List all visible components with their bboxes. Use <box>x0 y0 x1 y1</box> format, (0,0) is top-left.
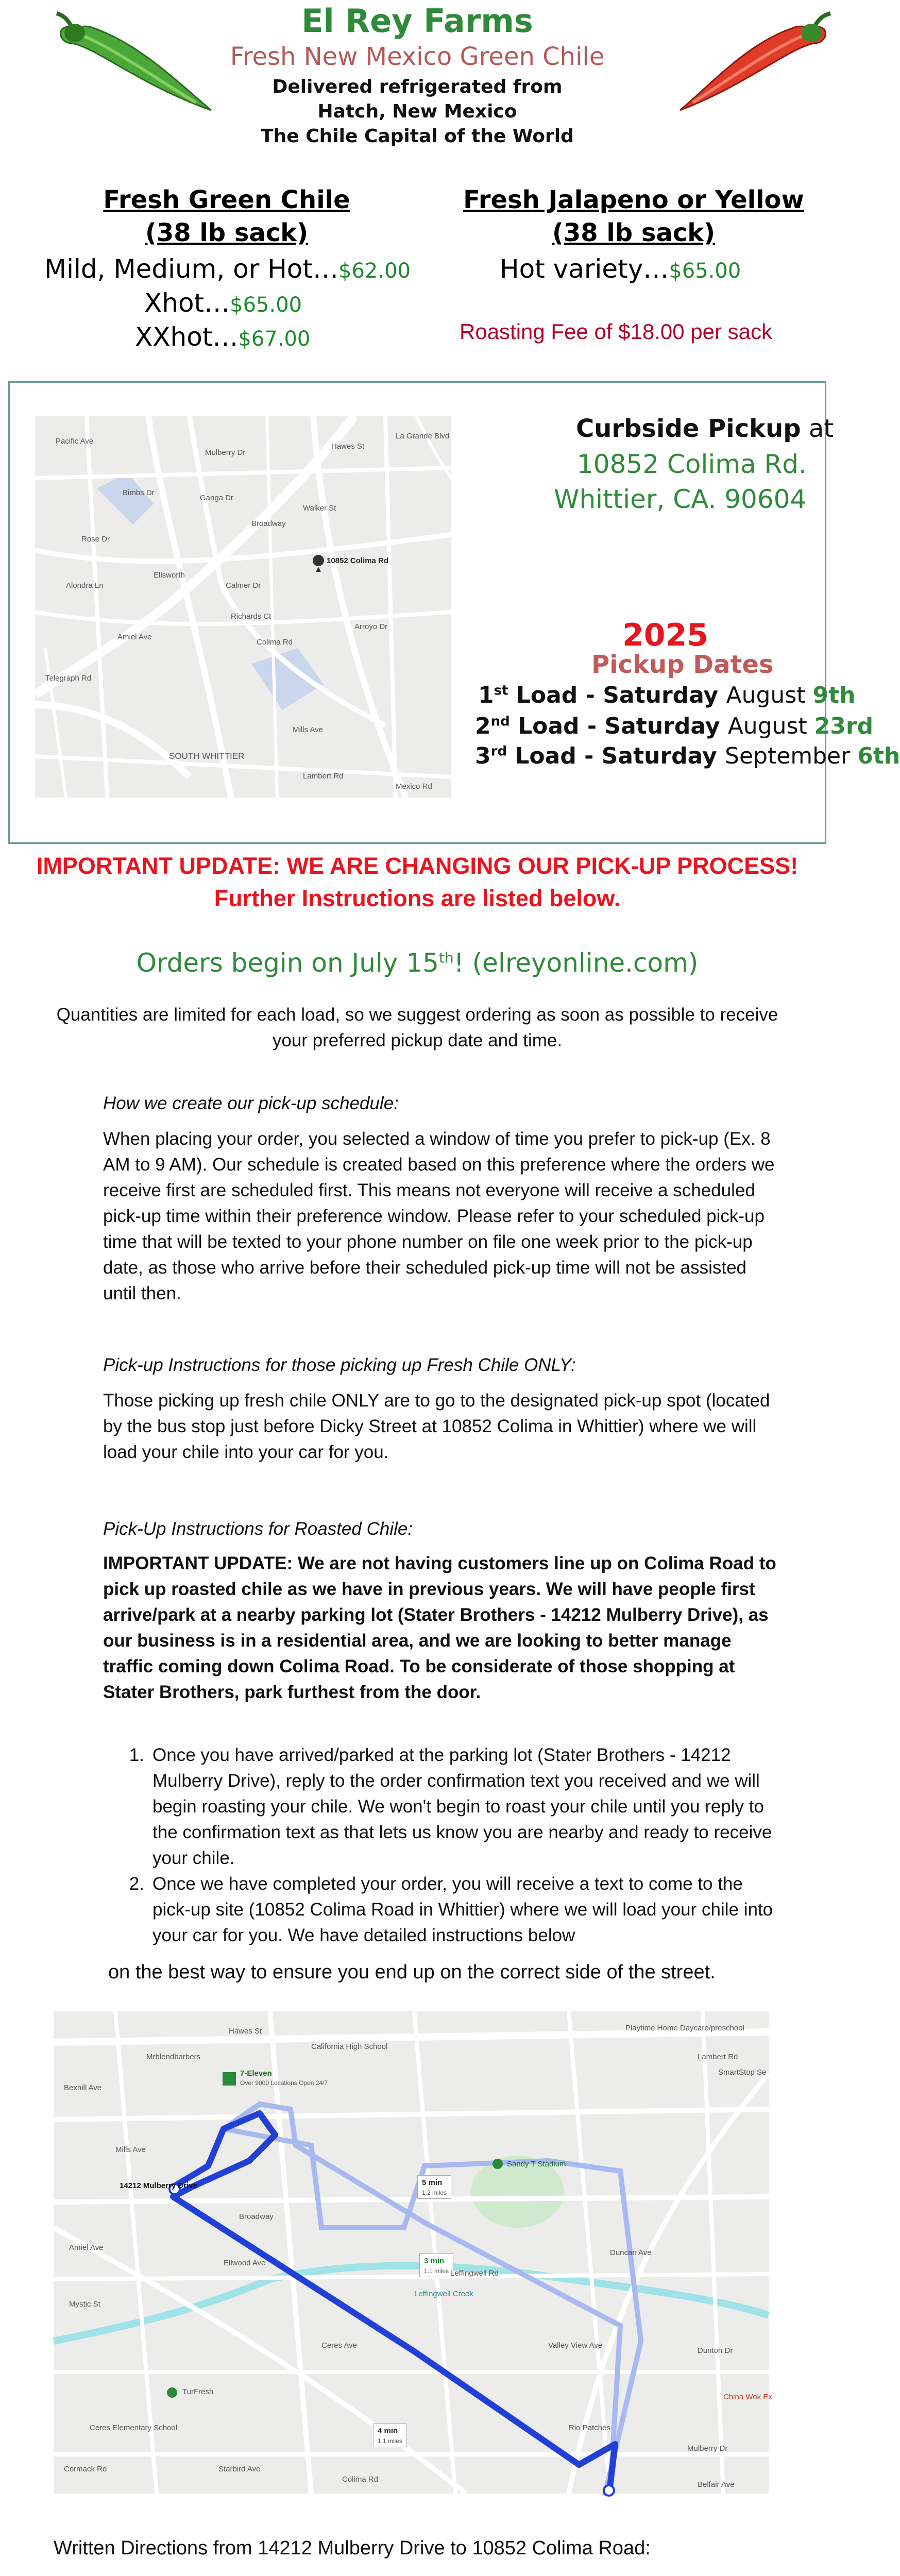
map-street-label: Ellsworth <box>154 571 185 580</box>
map-place-label: Playtime Home Daycare/preschool <box>625 2024 744 2032</box>
map-place-label: Ceres Elementary School <box>90 2424 178 2432</box>
jalapeno-sack-heading: Fresh Jalapeno or Yellow <box>463 185 804 214</box>
route-option-3-badge[interactable] <box>373 2424 407 2447</box>
map-street-label: Dunton Dr <box>698 2346 733 2355</box>
route-option-2-badge[interactable] <box>419 2253 453 2277</box>
load-label: Load - Saturday <box>510 713 728 739</box>
pickup-year: 2025 <box>622 617 708 653</box>
map-street-label: Calmer Dr <box>226 581 261 590</box>
pickup-address-line-2: Whittier, CA. 90604 <box>554 484 807 514</box>
map-street-label: Ganga Dr <box>200 494 234 502</box>
green-xhot-label: Xhot… <box>144 288 230 318</box>
load-3-date <box>475 743 900 769</box>
load-day: 6th <box>857 743 900 769</box>
map-street-label: Hawes St <box>229 2027 262 2036</box>
map-street-label: Amiel Ave <box>117 633 152 641</box>
load-label: Load - Saturday <box>508 682 726 708</box>
green-xxhot-price-line <box>135 320 310 355</box>
fresh-only-heading: Pick-up Instructions for those picking up Fresh Chile ONLY: <box>103 1355 576 1375</box>
route-option-distance: 1.1 miles <box>378 2437 403 2445</box>
route-option-distance: 1.1 miles <box>424 2267 449 2275</box>
map-street-label: Lambert Rd <box>698 2053 738 2061</box>
load-ordinal: nd <box>490 714 510 730</box>
map-street-label: Richards Ct <box>231 612 271 621</box>
map-street-label: Starbird Ave <box>218 2465 261 2473</box>
load-day: 9th <box>812 682 856 708</box>
map-street-label: Pacific Ave <box>56 437 94 446</box>
map-street-label: Colima Rd <box>257 638 293 647</box>
orders-begin-text: Orders begin on July 15 <box>136 948 439 978</box>
curbside-label: Curbside Pickup <box>576 414 801 443</box>
green-mild-price-line <box>44 252 411 287</box>
green-xxhot-label: XXhot… <box>135 322 239 352</box>
map-street-label: Broadway <box>251 519 286 528</box>
fresh-only-body: Those picking up fresh chile ONLY are to go to the designated pick-up spot (located by the bus stop just before Dicky Street at 10852 Colima in Whittier) where we will load your chile into your car for you. <box>103 1391 770 1462</box>
green-mild-label: Mild, Medium, or Hot… <box>44 254 338 284</box>
jalapeno-sack-size: (38 lb sack) <box>552 218 716 247</box>
map-street-label: Duncan Ave <box>610 2248 652 2257</box>
curbside-heading <box>576 414 834 443</box>
jalapeno-price-line <box>500 252 741 287</box>
map-street-label: Broadway <box>239 2212 274 2221</box>
map-street-label: Ellwood Ave <box>224 2259 266 2267</box>
roasted-step-2-continued: on the best way to ensure you end up on the correct side of the street. <box>108 1961 716 1983</box>
orders-begin-line <box>0 948 835 978</box>
route-map <box>54 2011 772 2494</box>
map-place-label: Rio Patches <box>569 2424 610 2432</box>
map-street-label: Alondra Ln <box>66 581 104 590</box>
load-2-date <box>475 713 873 739</box>
green-xxhot-price: $67.00 <box>238 327 311 351</box>
map-place-label: TurFresh <box>182 2387 214 2396</box>
load-number: 3 <box>475 743 491 769</box>
important-update-banner: IMPORTANT UPDATE: WE ARE CHANGING OUR PICK-UP PROCESS! <box>36 853 799 879</box>
map-street-label: Rose Dr <box>81 535 110 544</box>
pickup-address-line-1: 10852 Colima Rd. <box>577 449 807 479</box>
green-mild-price: $62.00 <box>338 259 411 283</box>
load-month: September <box>725 743 858 769</box>
map-street-label: Hawes St <box>331 442 365 451</box>
quantities-limited-note: Quantities are limited for each load, so we suggest ordering as soon as possible to receive your preferred pickup date and time. <box>56 1005 778 1050</box>
map-street-label: Mulberry Dr <box>205 448 246 457</box>
route-option-time: 3 min <box>424 2257 445 2265</box>
green-sack-size: (38 lb sack) <box>145 218 309 247</box>
map-place-label: Mrblendbarbers <box>146 2053 201 2061</box>
further-instructions-note: Further Instructions are listed below. <box>214 885 621 911</box>
roasted-step-2: Once we have completed your order, you will receive a text to come to the pick-up site (10852 Colima Road in Whittier) where we will load your chile into your car for you. We have detailed instructions below <box>152 1874 773 1945</box>
green-xhot-price: $65.00 <box>230 293 302 317</box>
farm-title: El Rey Farms <box>301 2 533 40</box>
map-street-label: Mexico Rd <box>396 782 432 791</box>
written-directions-title: Written Directions from 14212 Mulberry Drive to 10852 Colima Road: <box>54 2537 651 2559</box>
route-option-1-badge[interactable] <box>417 2175 451 2199</box>
map-street-label: Walker St <box>303 504 336 513</box>
map-street-label: Telegraph Rd <box>45 674 92 683</box>
map-street-label: Mulberry Dr <box>687 2444 728 2453</box>
route-option-time: 5 min <box>422 2178 443 2187</box>
route-option-time: 4 min <box>378 2427 398 2435</box>
step-number: 1. <box>129 1745 144 1765</box>
pickup-location-map <box>35 416 451 798</box>
map-street-label: Bexhill Ave <box>64 2083 102 2092</box>
load-number: 2 <box>475 713 491 739</box>
map-area-label: SOUTH WHITTIER <box>169 751 245 761</box>
map-place-label: Leffingwell Creek <box>414 2290 473 2298</box>
load-month: August <box>727 713 814 739</box>
schedule-heading: How we create our pick-up schedule: <box>103 1093 399 1113</box>
map-place-label: SmartStop Se <box>718 2068 767 2077</box>
map-street-label: La Grande Blvd <box>396 432 450 440</box>
tagline-line-1: Delivered refrigerated from <box>272 76 563 97</box>
map-street-label: Mills Ave <box>293 725 323 734</box>
route-start-label: 14212 Mulberry Drive <box>120 2181 197 2190</box>
orders-begin-ordinal: th <box>439 949 454 967</box>
seven-eleven-sublabel: Over 9000 Locations Open 24/7 <box>240 2079 328 2087</box>
green-xhot-price-line <box>144 286 302 321</box>
map-street-label: Valley View Ave <box>548 2341 603 2350</box>
load-ordinal: rd <box>490 743 507 759</box>
load-1-date <box>478 682 855 708</box>
jalapeno-label: Hot variety… <box>500 254 669 284</box>
tagline-line-3: The Chile Capital of the World <box>261 126 574 147</box>
map-place-label: Sandy T Stadium <box>507 2160 566 2168</box>
map-place-label: California High School <box>311 2042 388 2051</box>
green-sack-heading: Fresh Green Chile <box>103 185 350 214</box>
roasted-important-update: IMPORTANT UPDATE: We are not having customers line up on Colima Road to pick up roasted chile as we have in previous years. We will have people first arrive/park at a nearby parking lot (Stater Brothers - 14212 Mulberry Drive), as our business is in a residential area, and we are looking to better manage traffic coming down Colima Road. To be considerate of those shopping at Stater Brothers, park furthest from the door. <box>103 1553 776 1702</box>
seven-eleven-label: 7-Eleven <box>240 2069 272 2078</box>
roasted-heading: Pick-Up Instructions for Roasted Chile: <box>103 1519 413 1539</box>
load-month: August <box>726 682 813 708</box>
map-place-label: China Wok Ex <box>723 2393 772 2401</box>
tagline-line-2: Hatch, New Mexico <box>317 101 517 122</box>
step-number: 2. <box>129 1874 144 1894</box>
load-label: Load - Saturday <box>507 743 725 769</box>
orders-begin-site: ! (elreyonline.com) <box>453 948 699 978</box>
map-street-label: Lambert Rd <box>303 772 344 781</box>
load-ordinal: st <box>494 683 508 699</box>
map-street-label: Amiel Ave <box>69 2243 104 2252</box>
map-street-label: Mystic St <box>69 2300 100 2309</box>
map-street-label: Cormack Rd <box>64 2465 107 2473</box>
map-street-label: Mills Ave <box>115 2145 146 2154</box>
route-option-distance: 1.2 miles <box>422 2189 447 2196</box>
farm-subtitle: Fresh New Mexico Green Chile <box>230 42 605 71</box>
curbside-at: at <box>801 414 834 443</box>
jalapeno-price: $65.00 <box>669 259 741 283</box>
schedule-body: When placing your order, you selected a window of time you prefer to pick-up (Ex. 8 AM to 9 AM). Our schedule is created based on this preference where the orders we receive first are scheduled first. This means not everyone will receive a scheduled pick-up time within their preference window. Please refer to your scheduled pick-up time that will be texted to your phone number on file one week prior to the pick-up date, as those who arrive before their scheduled pick-up time will not be assisted until then. <box>103 1129 775 1303</box>
map-street-label: Arroyo Dr <box>354 622 388 631</box>
roasted-step-1: Once you have arrived/parked at the parking lot (Stater Brothers - 14212 Mulberry Drive), reply to the order confirmation text you received and we will begin roasting your chile. We won't begin to roast your chile until you reply to the confirmation text as that lets us know you are nearby and ready to receive your chile. <box>152 1745 772 1868</box>
map-street-label: Ceres Ave <box>321 2341 357 2350</box>
map-street-label: Belfair Ave <box>698 2480 735 2489</box>
map-pin-label: 10852 Colima Rd <box>327 556 389 565</box>
map-street-label: Leffingwell Rd <box>450 2269 499 2278</box>
pickup-dates-label: Pickup Dates <box>591 650 774 679</box>
load-number: 1 <box>478 682 494 708</box>
map-street-label: Bimbs Dr <box>123 488 155 497</box>
map-street-label: Colima Rd <box>342 2475 379 2484</box>
roasting-fee: Roasting Fee of $18.00 per sack <box>460 319 773 344</box>
load-day: 23rd <box>814 713 874 739</box>
